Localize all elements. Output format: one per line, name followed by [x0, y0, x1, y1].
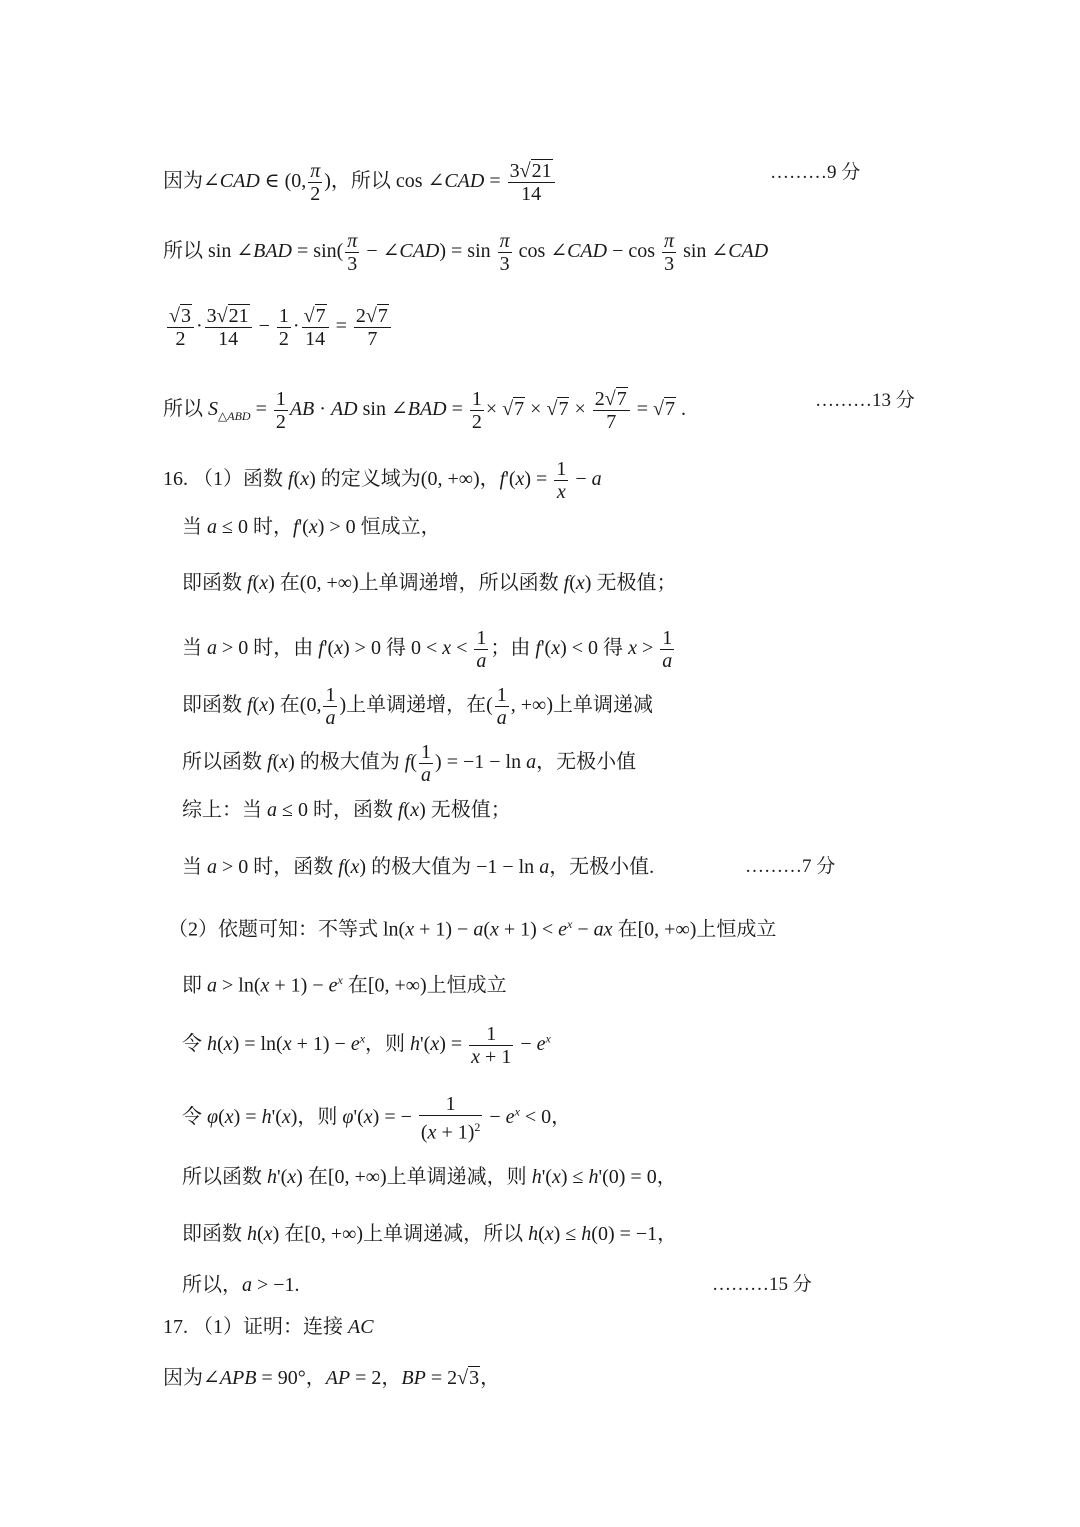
line-9: 即函数 f(x) 在(0, $\frac{1}{a}$ )上单调递增，在( $\frac{1}{a}$ , +∞)上单调递减	[182, 684, 653, 729]
line-7: 即函数 f(x) 在(0, +∞)上单调递增，所以函数 f(x) 无极值；	[182, 572, 677, 594]
line-17: 所以函数 h'(x) 在[0, +∞)上单调递减，则 h'(x) ≤ h'(0) = 0，	[182, 1166, 677, 1188]
line-12: 当 a > 0 时，函数 f(x) 的极大值为 −1 − ln a，无极小值.	[182, 856, 655, 878]
line-20: 17. （1）证明：连接 AC	[163, 1316, 374, 1338]
line-5: 16. （1）函数 f(x) 的定义域为(0, +∞)，f'(x) = $\frac{1}{x}$ − a	[163, 458, 602, 503]
score-9: ………9 分	[770, 162, 861, 183]
line-8: 当 a > 0 时，由 f'(x) > 0 得 0 < x < $\frac{1}{a}$ ；由 f'(x) < 0 得 x > $\frac{1}{a}$	[182, 627, 673, 672]
score-13: ………13 分	[815, 390, 915, 411]
line-14: 即 $a > \ln(x + 1) - e^x$ 在[0, +∞)上恒成立	[182, 973, 507, 997]
line-3: $\frac{√3}{2}$ · $\frac{3√21}{14}$ − $\frac{1}{2}$ · $\frac{√7}{14}$ = $\frac{2√7}{7}$	[165, 305, 393, 350]
score-15: ………15 分	[712, 1274, 812, 1295]
line-1: 因为∠CAD ∈ (0, $\frac{\pi}{2}$ )，所以 cos ∠CAD = $\frac{3√21}{14}$	[163, 160, 557, 205]
line-16: 令 φ(x) = h'(x)，则 φ'(x) = − $\frac{1}{(x + 1)^2}$ − $e^x < 0$，	[182, 1093, 572, 1144]
line-2: 所以 sin ∠BAD = sin( $\frac{\pi}{3}$ − ∠CAD) = sin $\frac{\pi}{3}$ cos ∠CAD − cos $\frac{\pi}{3}$ sin ∠CAD	[163, 230, 769, 275]
line-10: 所以函数 f(x) 的极大值为 f( $\frac{1}{a}$ ) = −1 − ln a，无极小值	[182, 741, 637, 786]
line-18: 即函数 h(x) 在[0, +∞)上单调递减，所以 h(x) ≤ h(0) = −1，	[182, 1223, 678, 1245]
line-11: 综上：当 a ≤ 0 时，函数 f(x) 无极值；	[182, 799, 511, 821]
line-21: 因为∠APB = 90°，AP = 2，BP = 2√3，	[163, 1367, 501, 1389]
line-6: 当 a ≤ 0 时，f'(x) > 0 恒成立，	[182, 516, 441, 538]
score-7: ………7 分	[745, 856, 836, 877]
line-15: 令 $h(x) = \ln(x + 1) - e^x$，则 h'(x) = $\frac{1}{x + 1}$ − $e^x$	[182, 1023, 551, 1068]
line-4: 所以 $S_{\triangle ABD}$ = $\frac{1}{2}$ AB · AD sin ∠BAD = $\frac{1}{2}$ × √7 × √7 × $\frac{2√7}{7}$ = √7 .	[163, 388, 686, 433]
line-19: 所以，a > −1.	[182, 1274, 300, 1296]
line-13: （2）依题可知：不等式 $\ln(x + 1) - a(x + 1) < e^x$ − ax 在[0, +∞)上恒成立	[168, 917, 777, 941]
